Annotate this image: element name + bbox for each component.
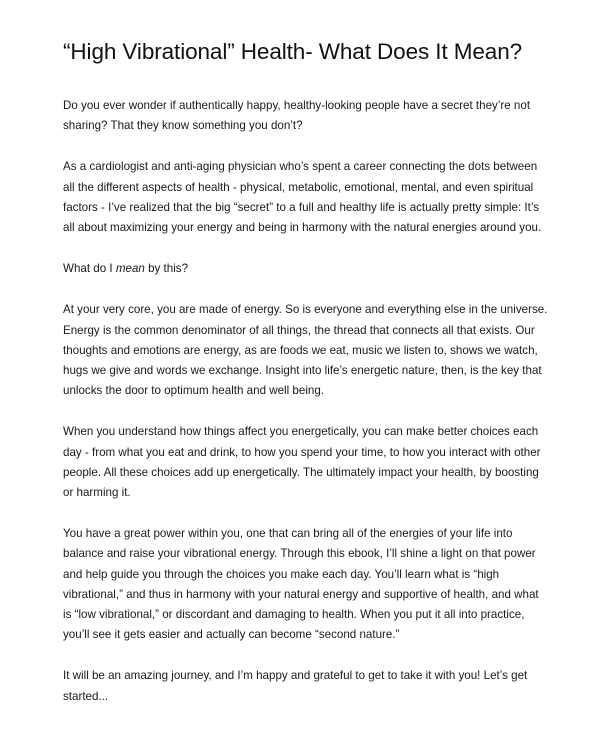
question-text-before: What do I: [63, 262, 116, 276]
paragraph-question: [63, 259, 550, 279]
paragraph-choices: When you understand how things affect you energetically, you can make better choices each day - from what you eat and drink, to how you spend your time, to how you interact with other people. All these choices add up energetically. The ultimately impact your health, by boosting or harming it.: [63, 425, 541, 500]
paragraph-intro: Do you ever wonder if authentically happy, healthy-looking people have a secret they’re not sharing? That they know something you don’t?: [63, 99, 531, 133]
question-text-after: by this?: [144, 262, 189, 276]
paragraph-secret: As a cardiologist and anti-aging physician who’s spent a career connecting the dots between all the different aspects of health - physical, metabolic, emotional, mental, and even spiritual factors - I’ve realized that the big “secret” to a full and healthy life is actually pretty simple: It’s all about maximizing your energy and being in harmony with the natural energies around you.: [63, 160, 542, 235]
question-emphasis: mean: [115, 262, 145, 276]
paragraph-power: You have a great power within you, one that can bring all of the energies of your life into balance and raise your vibrational energy. Through this ebook, I’ll shine a light on that power and help guide you through the choices you make each day. You’ll learn what is “high vibrational,” and thus in harmony with your natural energy and supportive of health, and what is “low vibrational,” or discordant and damaging to health. When you put it all into practice, you’ll see it gets easier and actually can become “second nature.”: [63, 527, 539, 642]
paragraph-energy: At your very core, you are made of energy. So is everyone and everything else in the universe. Energy is the common denominator of all things, the thread that connects all that exists. Our thoughts and emotions are energy, as are foods we eat, music we listen to, shows we watch, hugs we give and words we exchange. Insight into life’s energetic nature, then, is the key that unlocks the door to optimum health and well being.: [63, 303, 548, 398]
paragraph-journey: It will be an amazing journey, and I’m happy and grateful to get to take it with you! Let’s get started...: [63, 669, 528, 703]
page-title: “High Vibrational” Health- What Does It Mean?: [63, 39, 523, 64]
